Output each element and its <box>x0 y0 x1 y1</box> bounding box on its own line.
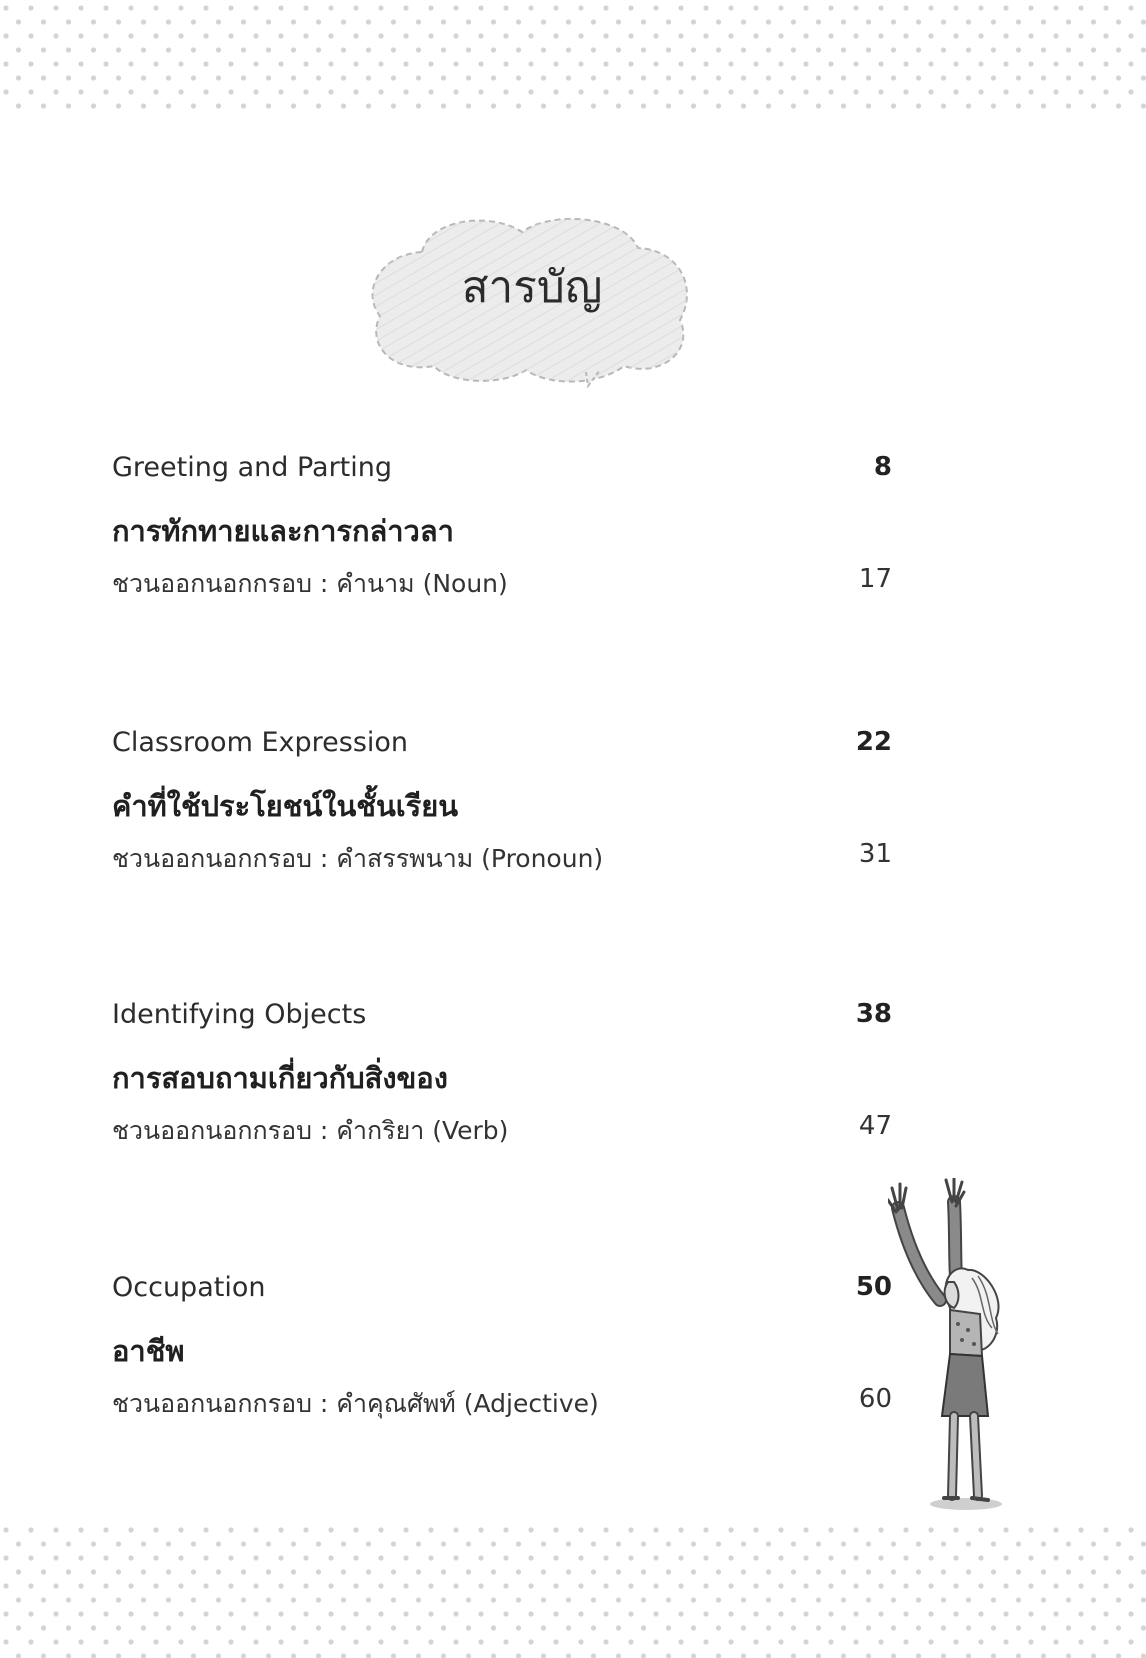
section-page-number: 50 <box>855 1272 892 1302</box>
section-en-title: Classroom Expression <box>112 727 409 758</box>
section-sub-page-number: 47 <box>858 1111 892 1141</box>
section-page-number: 8 <box>873 452 892 482</box>
title-cloud <box>362 210 702 388</box>
section-sub-page-number: 17 <box>858 564 892 594</box>
section-page-number: 22 <box>855 727 892 757</box>
dot-pattern-bottom <box>0 1522 1146 1658</box>
page-title: สารบัญ <box>461 262 603 313</box>
section-sub-page-number: 60 <box>858 1384 892 1414</box>
section-en-title: Greeting and Parting <box>112 452 393 483</box>
section-sub-label: ชวนออกนอกกรอบ : คำสรรพนาม (Pronoun) <box>112 844 604 873</box>
section-page-number: 38 <box>855 999 892 1029</box>
section-th-title: การสอบถามเกี่ยวกับสิ่งของ <box>112 1061 448 1095</box>
section-th-title: คำที่ใช้ประโยชน์ในชั้นเรียน <box>112 789 459 823</box>
section-en-title: Identifying Objects <box>112 999 367 1030</box>
section-th-title: อาชีพ <box>112 1334 185 1368</box>
section-sub-page-number: 31 <box>858 839 892 869</box>
section-th-title: การทักทายและการกล่าวลา <box>112 514 454 548</box>
section-sub-label: ชวนออกนอกกรอบ : คำคุณศัพท์ (Adjective) <box>112 1389 599 1418</box>
section-sub-label: ชวนออกนอกกรอบ : คำกริยา (Verb) <box>112 1116 509 1145</box>
girl-illustration <box>888 1178 1048 1518</box>
section-en-title: Occupation <box>112 1272 266 1303</box>
dot-pattern-top <box>0 0 1146 110</box>
section-sub-label: ชวนออกนอกกรอบ : คำนาม (Noun) <box>112 569 508 598</box>
